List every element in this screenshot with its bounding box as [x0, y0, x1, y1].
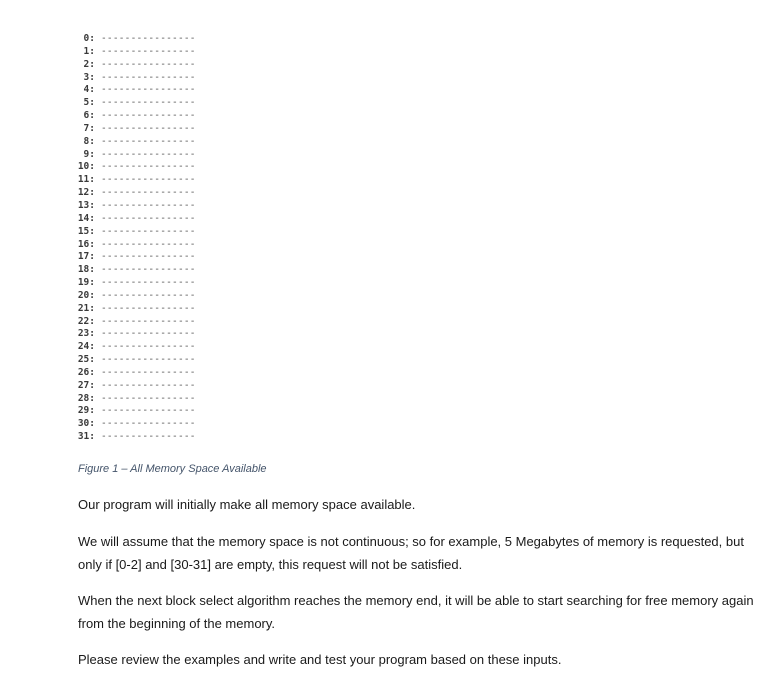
figure-caption: Figure 1 – All Memory Space Available: [78, 463, 267, 475]
memory-row: [70, 239, 196, 252]
memory-row-cells: ----------------: [101, 33, 196, 44]
memory-row-cells: ----------------: [101, 238, 196, 250]
memory-row: [70, 84, 196, 97]
memory-row-cells: ----------------: [101, 302, 196, 314]
memory-row-index: 8:: [83, 135, 95, 147]
memory-row-index: 1:: [83, 45, 95, 57]
memory-row-cells: ----------------: [101, 315, 196, 327]
memory-row-cells: ----------------: [101, 225, 196, 237]
memory-row-index: 16:: [77, 238, 95, 250]
memory-row-cells: ----------------: [101, 161, 196, 173]
memory-row: [70, 418, 196, 431]
memory-row-index: 2:: [83, 58, 95, 70]
memory-row-index: 25:: [77, 354, 95, 366]
memory-row-cells: ----------------: [101, 289, 196, 301]
memory-row: [70, 264, 196, 277]
memory-row-cells: ----------------: [101, 264, 196, 276]
memory-row: [70, 393, 196, 406]
memory-row-index: 0:: [83, 33, 95, 44]
memory-row-index: 14:: [77, 212, 95, 224]
memory-row-index: 13:: [77, 199, 95, 211]
memory-row-cells: ----------------: [101, 212, 196, 224]
memory-row-index: 3:: [83, 71, 95, 83]
memory-row: [70, 123, 196, 136]
memory-row-cells: ----------------: [101, 148, 196, 160]
memory-row: [70, 187, 196, 200]
memory-row-index: 10:: [77, 161, 95, 173]
memory-row-cells: ----------------: [101, 366, 196, 378]
memory-row-cells: ----------------: [101, 431, 196, 443]
memory-row-cells: ----------------: [101, 71, 196, 83]
memory-row-cells: ----------------: [101, 110, 196, 122]
memory-row-index: 22:: [77, 315, 95, 327]
memory-row: [70, 341, 196, 354]
paragraph-instructions: Please review the examples and write and test your program based on these inputs.: [78, 652, 562, 667]
memory-row: [70, 354, 196, 367]
memory-row-index: 19:: [77, 277, 95, 289]
memory-row-index: 24:: [77, 341, 95, 353]
memory-row-index: 31:: [77, 431, 95, 443]
memory-row-cells: ----------------: [101, 251, 196, 263]
memory-row: [70, 149, 196, 162]
memory-row: [70, 200, 196, 213]
paragraph-wraparound: When the next block select algorithm reaches the memory end, it will be able to start searching for free memory again from the beginning of the memory.: [78, 593, 754, 631]
memory-row-cells: ----------------: [101, 379, 196, 391]
memory-row-cells: ----------------: [101, 45, 196, 57]
memory-listing: [70, 33, 196, 444]
memory-row: [70, 405, 196, 418]
memory-row-index: 18:: [77, 264, 95, 276]
memory-row: [70, 33, 196, 46]
memory-row-cells: ----------------: [101, 328, 196, 340]
memory-row: [70, 97, 196, 110]
memory-row: [70, 431, 196, 444]
memory-row: [70, 72, 196, 85]
memory-row: [70, 290, 196, 303]
paragraph-non-continuous: We will assume that the memory space is not continuous; so for example, 5 Megabytes of memory is requested, but only if [0-2] and [30-31] are empty, this request will not be satisfied.: [78, 534, 744, 572]
memory-row-index: 15:: [77, 225, 95, 237]
memory-row-index: 20:: [77, 289, 95, 301]
memory-row: [70, 251, 196, 264]
memory-row: [70, 367, 196, 380]
memory-row-cells: ----------------: [101, 418, 196, 430]
memory-row: [70, 316, 196, 329]
memory-row-index: 26:: [77, 366, 95, 378]
memory-row: [70, 226, 196, 239]
memory-row-cells: ----------------: [101, 97, 196, 109]
memory-row-index: 27:: [77, 379, 95, 391]
memory-row-cells: ----------------: [101, 122, 196, 134]
memory-row: [70, 110, 196, 123]
memory-row: [70, 174, 196, 187]
memory-row-index: 23:: [77, 328, 95, 340]
memory-row-index: 29:: [77, 405, 95, 417]
memory-row-index: 30:: [77, 418, 95, 430]
memory-row: [70, 380, 196, 393]
memory-row: [70, 213, 196, 226]
memory-row-cells: ----------------: [101, 341, 196, 353]
memory-row-cells: ----------------: [101, 405, 196, 417]
memory-row-cells: ----------------: [101, 354, 196, 366]
memory-row-cells: ----------------: [101, 187, 196, 199]
memory-row: [70, 136, 196, 149]
memory-row-cells: ----------------: [101, 174, 196, 186]
memory-row-index: 4:: [83, 84, 95, 96]
memory-row: [70, 303, 196, 316]
memory-row-index: 11:: [77, 174, 95, 186]
memory-row-index: 5:: [83, 97, 95, 109]
memory-row-index: 17:: [77, 251, 95, 263]
memory-row-index: 6:: [83, 110, 95, 122]
memory-row-cells: ----------------: [101, 58, 196, 70]
memory-row-cells: ----------------: [101, 84, 196, 96]
memory-row-index: 9:: [83, 148, 95, 160]
memory-row-index: 21:: [77, 302, 95, 314]
memory-row: [70, 161, 196, 174]
memory-row: [70, 328, 196, 341]
memory-row-cells: ----------------: [101, 199, 196, 211]
paragraph-initial-memory: Our program will initially make all memory space available.: [78, 497, 416, 512]
memory-row-cells: ----------------: [101, 135, 196, 147]
memory-row-index: 7:: [83, 122, 95, 134]
memory-row: [70, 46, 196, 59]
memory-row-index: 12:: [77, 187, 95, 199]
memory-row: [70, 277, 196, 290]
memory-row-cells: ----------------: [101, 277, 196, 289]
memory-row-cells: ----------------: [101, 392, 196, 404]
memory-row-index: 28:: [77, 392, 95, 404]
memory-row: [70, 59, 196, 72]
